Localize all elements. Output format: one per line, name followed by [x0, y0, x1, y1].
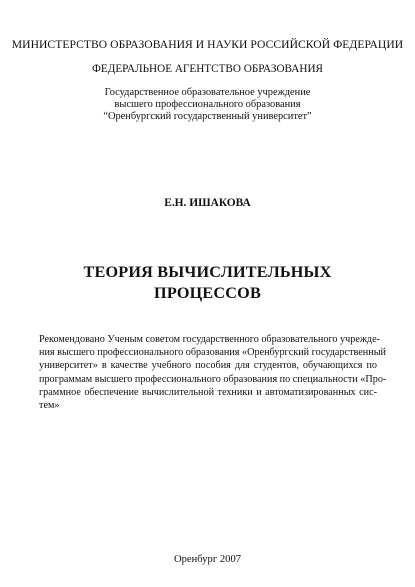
author-name: Е.Н. ИШАКОВА: [164, 197, 251, 209]
book-title-line-1: ТЕОРИЯ ВЫЧИСЛИТЕЛЬНЫХ: [83, 263, 332, 281]
recommendation-line: ния высшего профессионального образования «Оренбургский государственный: [39, 347, 386, 359]
recommendation-line: программам высшего профессионального образования по специальности «Про-: [39, 373, 387, 385]
ministry-heading: МИНИСТЕРСТВО ОБРАЗОВАНИЯ И НАУКИ РОССИЙСКОЙ ФЕДЕРАЦИИ: [11, 38, 404, 51]
recommendation-line: тем»: [39, 399, 60, 411]
recommendation-line: Рекомендовано Ученым советом государственного образовательного учрежде-: [39, 334, 381, 345]
recommendation-paragraph: [39, 333, 387, 412]
recommendation-line: граммное обеспечение вычислительной техники и автоматизированных сис-: [39, 386, 377, 398]
agency-heading: ФЕДЕРАЛЬНОЕ АГЕНТСТВО ОБРАЗОВАНИЯ: [92, 63, 323, 75]
institution-line-2: высшего профессионального образования: [114, 99, 301, 110]
institution-line-1: Государственное образовательное учреждение: [104, 87, 311, 98]
book-title-line-2: ПРОЦЕССОВ: [154, 284, 261, 302]
city-year: Оренбург 2007: [173, 554, 242, 565]
recommendation-line: университет» в качестве учебного пособия для студентов, обучающихся по: [39, 360, 377, 372]
institution-line-3: “Оренбургский государственный университет”: [103, 111, 312, 122]
